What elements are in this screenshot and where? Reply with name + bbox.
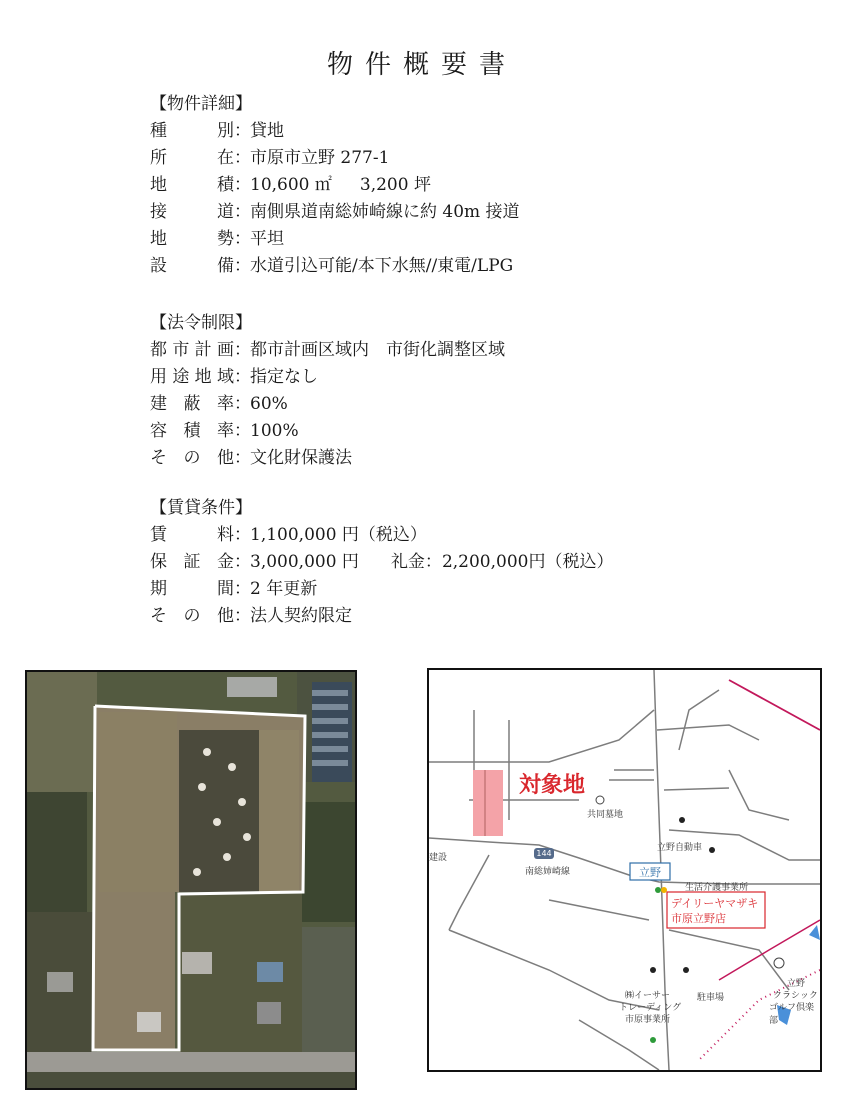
row-value: 平坦 xyxy=(250,229,284,249)
colon: ： xyxy=(234,552,251,572)
map-company-line1: ㈱イーサー xyxy=(625,991,671,1001)
aerial-photo-image xyxy=(27,672,355,1088)
key-money-value: 2,200,000円（税込） xyxy=(441,552,614,572)
row-value: 市原市立野 277-1 xyxy=(250,148,390,168)
colon: ： xyxy=(234,448,251,468)
row-value: 100% xyxy=(250,421,299,441)
row-value: 2 年更新 xyxy=(250,579,318,599)
colon: ： xyxy=(234,229,251,249)
lease-row-rent xyxy=(150,522,613,549)
row-label: 都市計画 xyxy=(150,340,234,360)
legal-restrictions-section xyxy=(150,310,505,472)
detail-row-road xyxy=(150,199,520,226)
row-value: 法人契約限定 xyxy=(250,606,352,626)
map-label-tateno: 立野 xyxy=(639,866,661,879)
map-label-auto-shop: 立野自動車 xyxy=(657,843,703,853)
map-golf-line2: クラシック xyxy=(773,991,818,1001)
colon: ： xyxy=(234,525,251,545)
row-label: 期間 xyxy=(150,579,234,599)
aerial-photo xyxy=(25,670,357,1090)
map-label-building: 建設 xyxy=(429,853,448,863)
page-title: 物件概要書 xyxy=(326,50,517,80)
row-label: 所在 xyxy=(150,148,234,168)
map-golf-line3: ゴルフ倶楽部 xyxy=(769,1003,815,1026)
map-store-line1: デイリーヤマザキ xyxy=(671,897,759,910)
colon: ： xyxy=(234,148,251,168)
colon: ： xyxy=(234,340,251,360)
map-store-line2: 市原立野店 xyxy=(671,912,726,925)
row-label: その他 xyxy=(150,448,234,468)
colon: ： xyxy=(234,367,251,387)
map-company-line3: 市原事業所 xyxy=(625,1015,671,1025)
row-label: 種別 xyxy=(150,121,234,141)
colon: ： xyxy=(234,394,251,414)
row-label: 容積率 xyxy=(150,421,234,441)
map-company-line2: トレーディング xyxy=(619,1003,682,1013)
map-golf-line1: 立野 xyxy=(787,979,806,989)
row-value: 指定なし xyxy=(250,367,318,387)
map-label-parking: 駐車場 xyxy=(697,993,725,1003)
section-header-details: 【物件詳細】 xyxy=(150,94,252,114)
row-label: 地積 xyxy=(150,175,234,195)
row-label: 賃料 xyxy=(150,525,234,545)
colon: ： xyxy=(234,579,251,599)
colon: ： xyxy=(234,202,251,222)
row-value: 水道引込可能/本下水無//東電/LPG xyxy=(250,256,514,276)
colon: ： xyxy=(234,606,251,626)
law-row-other xyxy=(150,445,505,472)
row-value-tsubo: 3,200 坪 xyxy=(359,175,431,195)
map-route-number: 144 xyxy=(536,849,552,858)
detail-row-area xyxy=(150,172,520,199)
lease-terms-section xyxy=(150,495,613,630)
row-value: 貸地 xyxy=(250,121,284,141)
map-label-road-name: 南総姉崎線 xyxy=(525,867,571,877)
row-value: 都市計画区域内 市街化調整区域 xyxy=(250,340,505,360)
detail-row-type xyxy=(150,118,520,145)
law-row-floor-ratio xyxy=(150,418,505,445)
section-header-lease: 【賃貸条件】 xyxy=(150,498,252,518)
lease-row-term xyxy=(150,576,613,603)
row-value: 60% xyxy=(250,394,288,414)
row-value: 1,100,000 円（税込） xyxy=(250,525,427,545)
key-money-label: 礼金： xyxy=(390,552,442,572)
row-label: 接道 xyxy=(150,202,234,222)
detail-row-facilities xyxy=(150,253,520,280)
law-row-coverage xyxy=(150,391,505,418)
colon: ： xyxy=(234,121,251,141)
map-label-cemetery: 共同墓地 xyxy=(587,810,624,820)
colon: ： xyxy=(234,175,251,195)
row-label: 地勢 xyxy=(150,229,234,249)
row-label: 建蔽率 xyxy=(150,394,234,414)
row-label: 用途地域 xyxy=(150,367,234,387)
location-map xyxy=(427,668,822,1072)
row-label: その他 xyxy=(150,606,234,626)
law-row-zoning xyxy=(150,364,505,391)
detail-row-terrain xyxy=(150,226,520,253)
colon: ： xyxy=(234,421,251,441)
map-label-care-office: 生活介護事業所 xyxy=(685,883,749,893)
row-value: 3,000,000 円 xyxy=(250,552,359,572)
row-value: 文化財保護法 xyxy=(250,448,352,468)
property-details-section xyxy=(150,91,520,280)
row-label: 保証金 xyxy=(150,552,234,572)
row-label: 設備 xyxy=(150,256,234,276)
row-value: 南側県道南総姉崎線に約 40m 接道 xyxy=(250,202,520,222)
row-value: 10,600 ㎡ xyxy=(250,175,332,195)
map-label-target: 対象地 xyxy=(519,773,586,798)
lease-row-other xyxy=(150,603,613,630)
detail-row-location xyxy=(150,145,520,172)
lease-row-deposit xyxy=(150,549,613,576)
section-header-law: 【法令制限】 xyxy=(150,313,252,333)
law-row-city-planning xyxy=(150,337,505,364)
colon: ： xyxy=(234,256,251,276)
